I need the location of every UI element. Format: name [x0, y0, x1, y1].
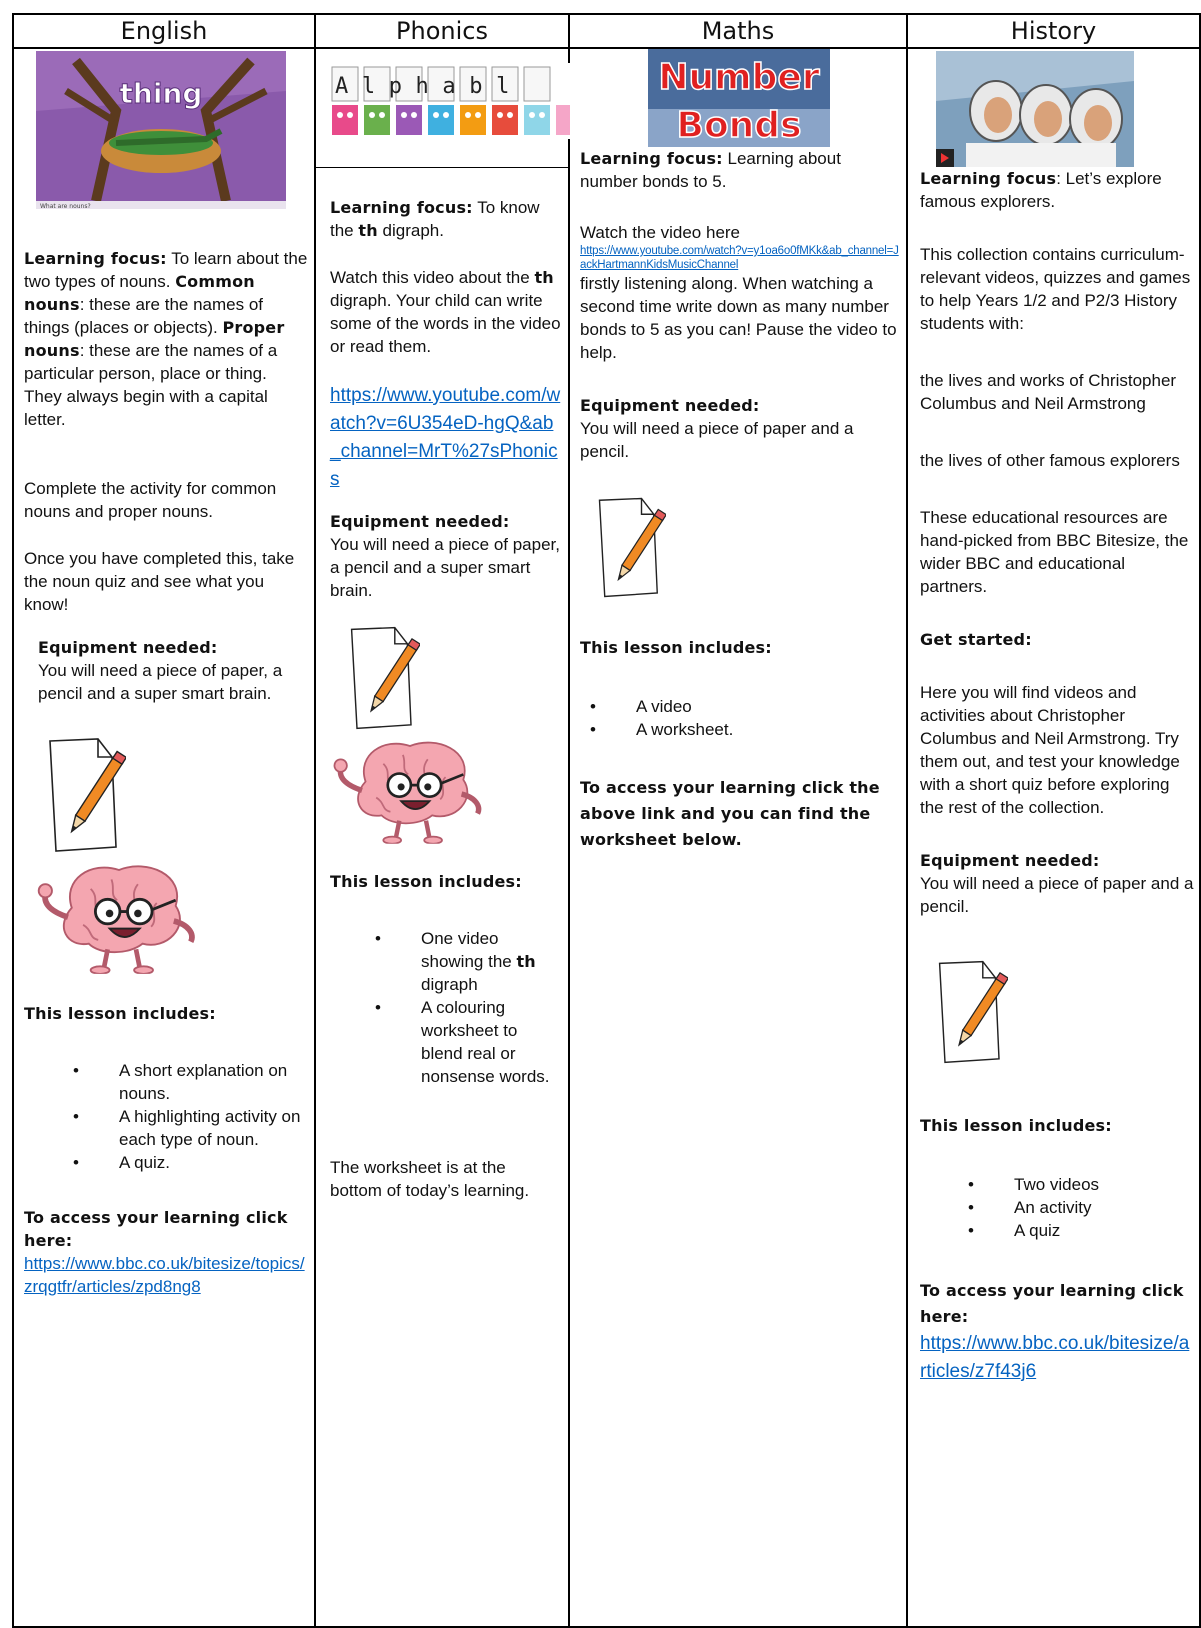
list-item: • A highlighting activity on each type of noun.: [119, 1105, 308, 1151]
header-english: English: [13, 14, 315, 48]
maths-includes-label: This lesson includes:: [580, 638, 772, 657]
maths-video-thumbnail[interactable]: [648, 49, 830, 147]
history-equipment-label: Equipment needed:: [920, 851, 1100, 870]
history-equipment-text: You will need a piece of paper and a pencil.: [920, 874, 1194, 916]
lesson-plan-table: [12, 13, 1201, 1628]
thumb-word: thing: [119, 77, 203, 110]
list-item: • A quiz.: [119, 1151, 308, 1174]
english-video-thumbnail[interactable]: [36, 51, 286, 209]
list-item: • One video showing the th digraph: [421, 927, 562, 996]
history-collection-text: This collection contains curriculum-relevant videos, quizzes and games to help Years 1/2 and P2/3 History students with:: [920, 245, 1191, 333]
history-includes-list: [920, 1173, 1195, 1242]
maths-includes-list: [580, 695, 900, 741]
header-phonics: Phonics: [315, 14, 569, 48]
history-resources-text: These educational resources are hand-picked from BBC Bitesize, the wider BBC and educational partners.: [920, 508, 1189, 596]
paper-pencil-icon: [596, 495, 666, 600]
history-focus: Learning focus: Let’s explore famous explorers.: [920, 169, 1162, 211]
maths-column: [569, 48, 907, 1627]
astronauts-illustration: [936, 51, 1134, 167]
history-topic-1: the lives and works of Christopher Columbus and Neil Armstrong: [920, 371, 1177, 413]
phonics-video-thumbnail[interactable]: [330, 63, 570, 139]
english-includes-list: [24, 1059, 308, 1174]
maths-watch-text: Watch the video here: [580, 223, 741, 242]
header-maths: Maths: [569, 14, 907, 48]
lesson-plan-sheet: [12, 13, 1201, 1628]
list-item: • A colouring worksheet to blend real or nonsense words.: [421, 996, 562, 1088]
maths-equipment-text: You will need a piece of paper and a pencil.: [580, 419, 854, 461]
number-bonds-illustration: [648, 49, 830, 147]
phonics-equipment-label: Equipment needed:: [330, 512, 510, 531]
english-learning-link[interactable]: https://www.bbc.co.uk/bitesize/topics/zrqgtfr/articles/zpd8ng8: [24, 1254, 305, 1296]
smart-brain-icon: [34, 851, 204, 974]
phonics-equipment-text: You will need a piece of paper, a pencil and a super smart brain.: [330, 535, 560, 600]
maths-after-link: firstly listening along. When watching a second time write down as many number bonds to 5 as you can! Pause the video to help.: [580, 274, 897, 362]
history-started-label: Get started:: [920, 630, 1032, 649]
phonics-watch-text: Watch this video about the th digraph. Your child can write some of the words in the video or read them.: [330, 268, 561, 356]
maths-access-text: To access your learning click the above link and you can find the worksheet below.: [580, 778, 880, 849]
smart-brain-icon: [330, 728, 490, 844]
alphablocks-illustration: [330, 63, 570, 139]
english-equipment-label: Equipment needed:: [38, 638, 218, 657]
english-column: [13, 48, 315, 1627]
list-item: • A quiz: [1014, 1219, 1195, 1242]
list-item: • A worksheet.: [636, 718, 900, 741]
english-quiz-text: Once you have completed this, take the noun quiz and see what you know!: [24, 549, 295, 614]
phonics-focus: Learning focus: To know the th digraph.: [330, 198, 540, 240]
maths-focus: Learning focus: Learning about number bonds to 5.: [580, 149, 841, 191]
list-item: • An activity: [1014, 1196, 1195, 1219]
maths-equipment-label: Equipment needed:: [580, 396, 760, 415]
phonics-includes-label: This lesson includes:: [330, 872, 522, 891]
history-access-label: To access your learning click here:: [920, 1281, 1184, 1326]
phonics-thumb-letters: Alphabl: [335, 74, 523, 99]
phonics-worksheet-note: The worksheet is at the bottom of today’s learning.: [330, 1158, 530, 1200]
paper-pencil-icon: [936, 958, 1008, 1066]
list-item: • A video: [636, 695, 900, 718]
history-topic-2: the lives of other famous explorers: [920, 451, 1180, 470]
history-includes-label: This lesson includes:: [920, 1116, 1112, 1135]
english-activity: Complete the activity for common nouns and proper nouns.: [24, 479, 277, 521]
list-item: • Two videos: [1014, 1173, 1195, 1196]
header-history: History: [907, 14, 1200, 48]
english-includes-label: This lesson includes:: [24, 1004, 216, 1023]
phonics-column: [315, 48, 569, 1627]
phonics-video-link[interactable]: https://www.youtube.com/watch?v=6U354eD-hgQ&ab_channel=MrT%27sPhonics: [330, 385, 561, 490]
history-video-thumbnail[interactable]: [936, 51, 1134, 167]
thumb-caption: What are nouns?: [40, 203, 91, 209]
paper-pencil-icon: [46, 735, 126, 855]
history-started-text: Here you will find videos and activities about Christopher Columbus and Neil Armstrong. Try them out, and test your knowledge with a short quiz before exploring the rest of the collection.: [920, 683, 1180, 817]
paper-pencil-icon: [348, 624, 420, 732]
english-access-label: To access your learning click here:: [24, 1208, 288, 1250]
english-equipment-text: You will need a piece of paper, a pencil and a super smart brain.: [38, 661, 283, 703]
history-column: [907, 48, 1200, 1627]
maths-thumb-line1: Number: [658, 57, 820, 98]
list-item: • A short explanation on nouns.: [119, 1059, 308, 1105]
maths-thumb-line2: Bonds: [676, 105, 802, 146]
maths-video-link[interactable]: https://www.youtube.com/watch?v=y1oa6o0fMKk&ab_channel=JackHartmannKidsMusicChannel: [580, 245, 899, 271]
tree-nest-illustration: [36, 51, 286, 209]
history-learning-link[interactable]: https://www.bbc.co.uk/bitesize/articles/z7f43j6: [920, 1333, 1190, 1382]
english-focus: Learning focus: To learn about the two types of nouns. Common nouns: these are the names of things (places or objects). Proper nouns: these are the names of a particular person, place or thing. They always begin with a capital letter.: [24, 249, 308, 429]
phonics-includes-list: [330, 927, 562, 1088]
